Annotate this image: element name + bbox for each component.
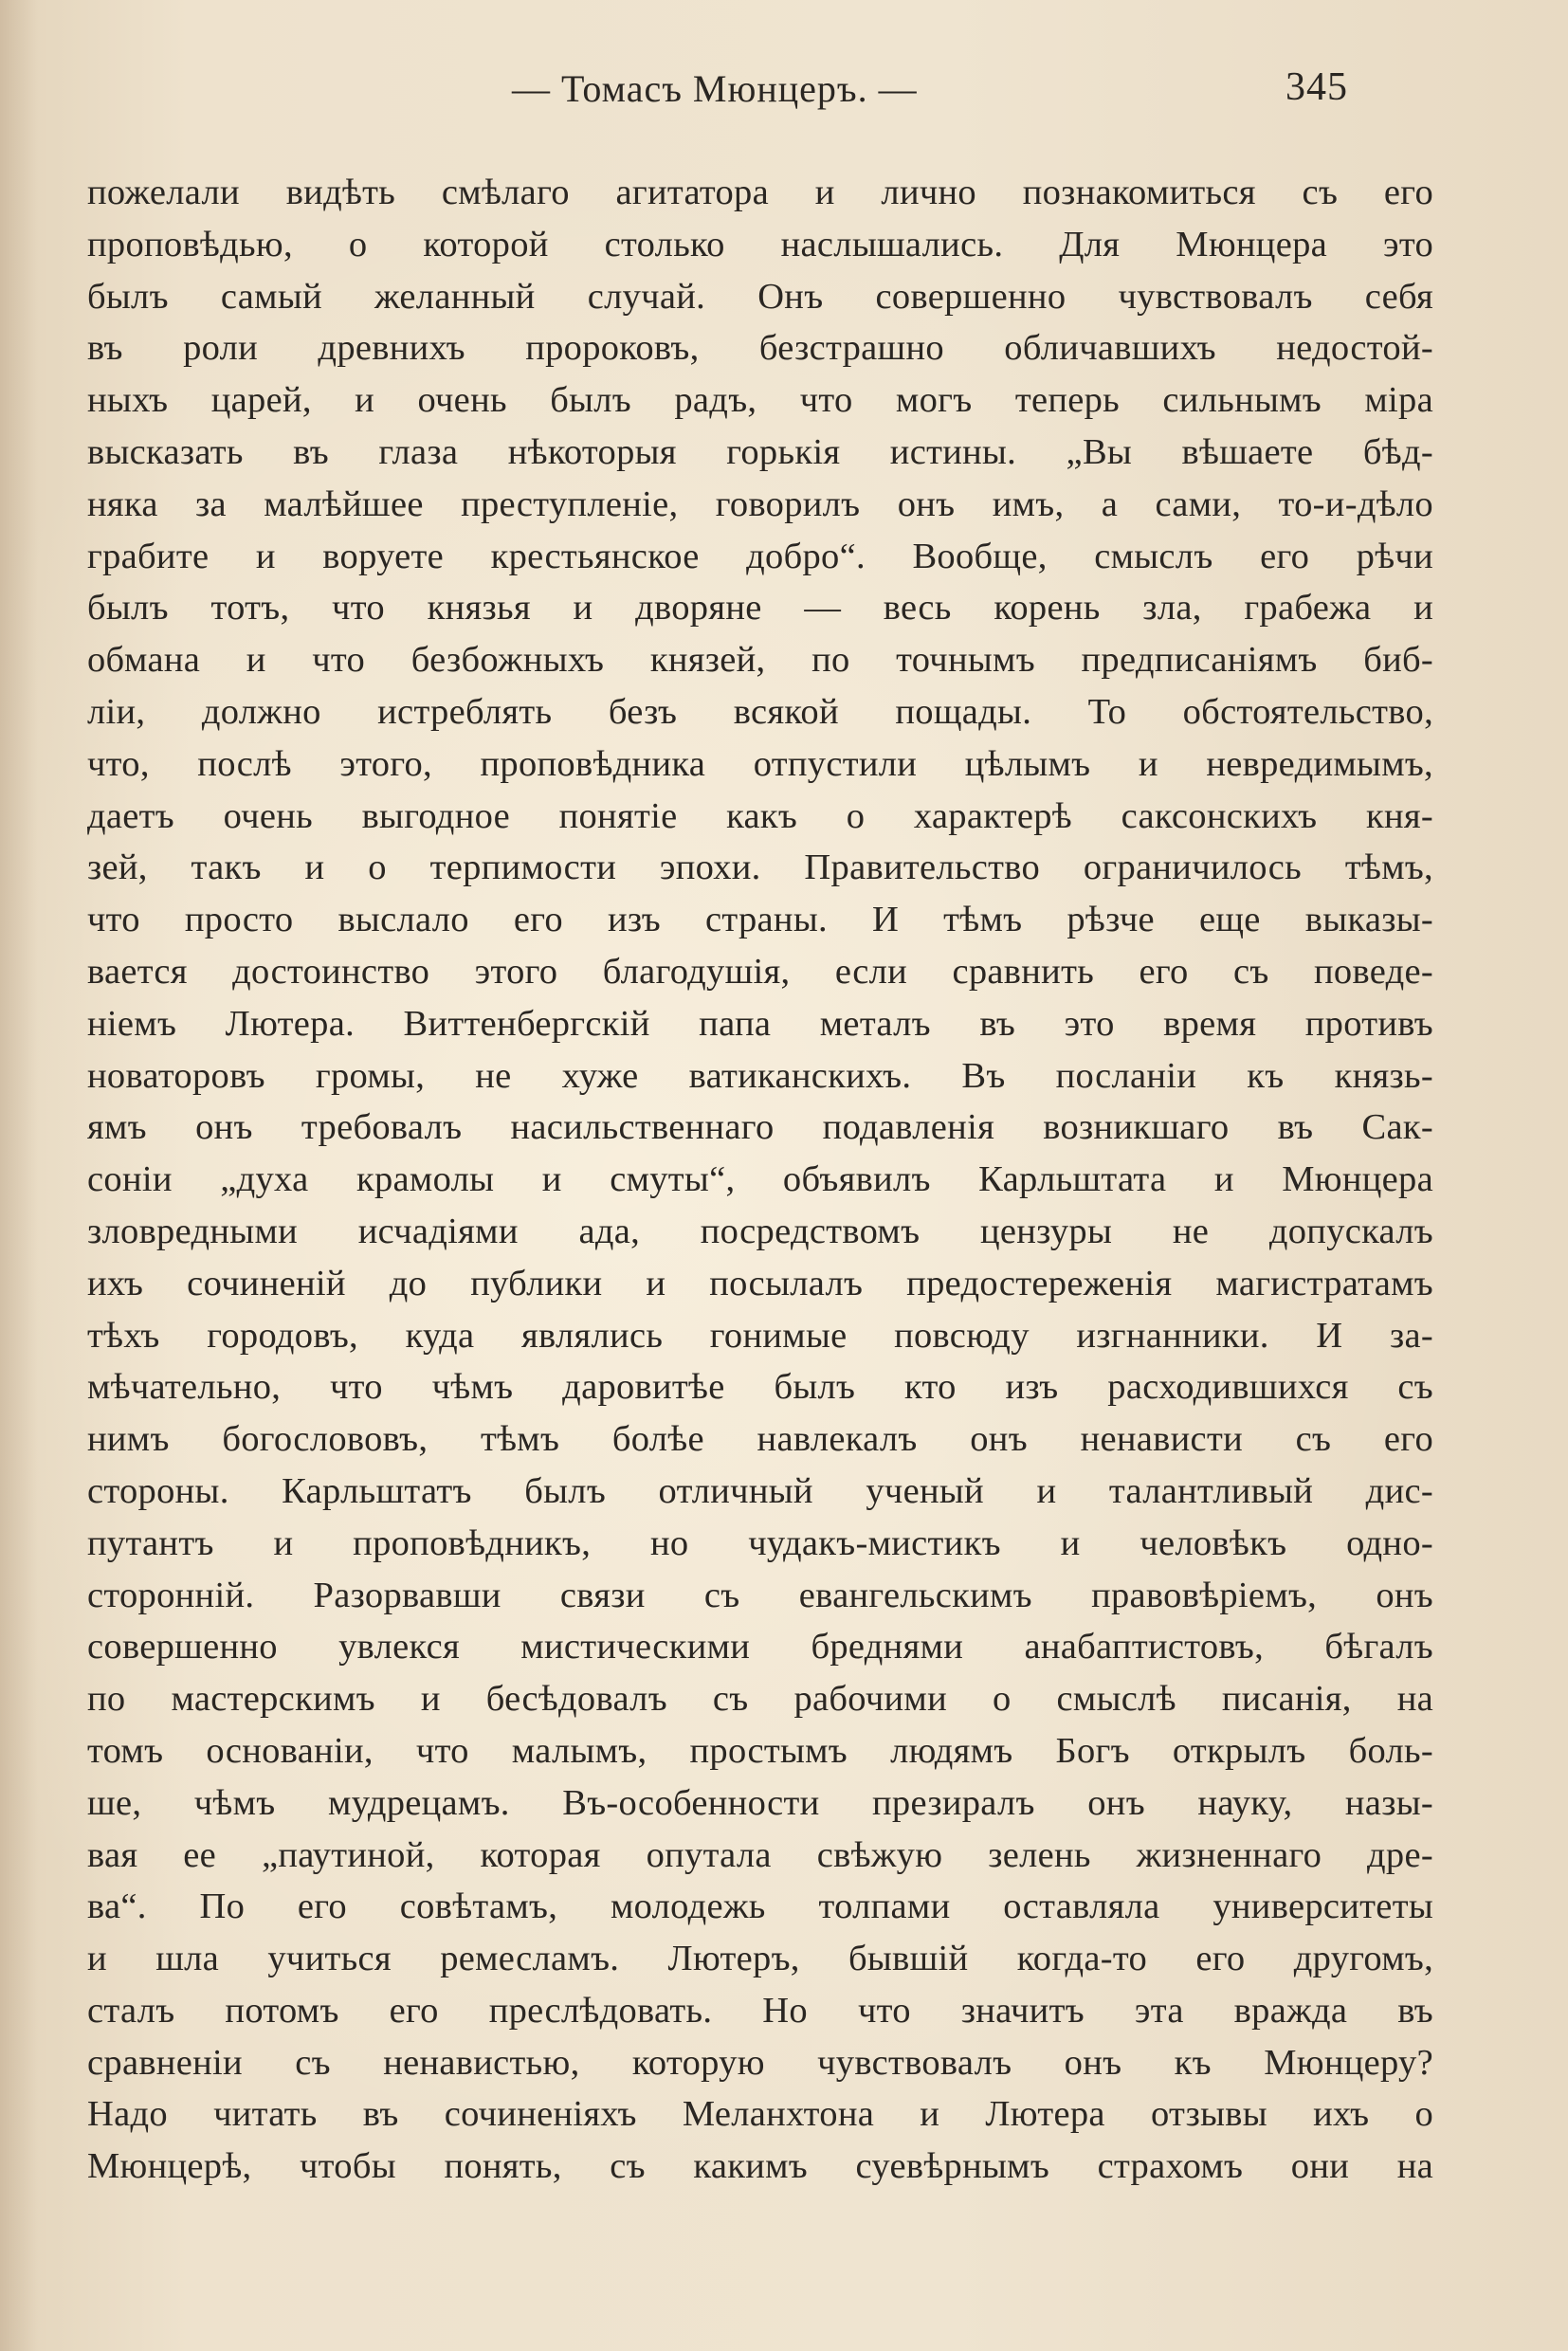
text-line: ліи, должно истреблять безъ всякой пощады. То обстоятельство, xyxy=(87,691,1433,732)
text-line: пожелали видѣть смѣлаго агитатора и лично познакомиться съ его xyxy=(87,173,1433,212)
text-line: томъ основаніи, что малымъ, простымъ людямъ Богъ открылъ боль- xyxy=(87,1730,1433,1771)
text-line: проповѣдью, о которой столько наслышались. Для Мюнцера это xyxy=(87,224,1433,264)
text-line: ва“. По его совѣтамъ, молодежь толпами оставляла университеты xyxy=(87,1886,1433,1927)
text-line: сталъ потомъ его преслѣдовать. Но что значитъ эта вражда въ xyxy=(87,1990,1433,2031)
text-line: былъ тотъ, что князья и дворяне — весь корень зла, грабежа и xyxy=(87,588,1433,629)
text-line: сторонній. Разорвавши связи съ евангельскимъ правовѣріемъ, онъ xyxy=(87,1575,1433,1615)
text-line: ямъ онъ требовалъ насильственнаго подавленія возникшаго въ Сак- xyxy=(87,1107,1433,1148)
text-line: нимъ богослововъ, тѣмъ болѣе навлекалъ онъ ненависти съ его xyxy=(87,1419,1433,1460)
text-line: обмана и что безбожныхъ князей, по точнымъ предписаніямъ биб- xyxy=(87,640,1433,681)
text-line: даетъ очень выгодное понятіе какъ о характерѣ саксонскихъ кня- xyxy=(87,795,1433,836)
text-line: Надо читать въ сочиненіяхъ Меланхтона и Лютера отзывы ихъ о xyxy=(87,2094,1433,2135)
text-line: совершенно увлекся мистическими бреднями анабаптистовъ, бѣгалъ xyxy=(87,1627,1433,1668)
text-line: и шла учиться ремесламъ. Лютеръ, бывшій когда-то его другомъ, xyxy=(87,1939,1433,1979)
text-line: вается достоинство этого благодушія, если сравнить его съ поведе- xyxy=(87,951,1433,992)
text-line: тѣхъ городовъ, куда являлись гонимые повсюду изгнанники. И за- xyxy=(87,1315,1433,1356)
text-line: вая ее „паутиной, которая опутала свѣжую зелень жизненнаго дре- xyxy=(87,1834,1433,1875)
text-line: по мастерскимъ и бесѣдовалъ съ рабочими о смыслѣ писанія, на xyxy=(87,1679,1433,1720)
page-number: 345 xyxy=(1285,65,1348,109)
text-line: зловредными исчадіями ада, посредствомъ цензуры не допускалъ xyxy=(87,1211,1433,1251)
text-line: новаторовъ громы, не хуже ватиканскихъ. Въ посланіи къ князь- xyxy=(87,1055,1433,1096)
text-line: что просто выслало его изъ страны. И тѣмъ рѣзче еще выказы- xyxy=(87,900,1433,940)
text-line: въ роли древнихъ пророковъ, безстрашно обличавшихъ недостой- xyxy=(87,328,1433,369)
text-line: Мюнцерѣ, чтобы понять, съ какимъ суевѣрнымъ страхомъ они на xyxy=(87,2146,1433,2187)
text-line: зей, такъ и о терпимости эпохи. Правительство ограничилось тѣмъ, xyxy=(87,847,1433,888)
text-line: былъ самый желанный случай. Онъ совершенно чувствовалъ себя xyxy=(87,276,1433,317)
text-line: ныхъ царей, и очень былъ радъ, что могъ теперь сильнымъ міра xyxy=(87,380,1433,421)
body-text xyxy=(87,167,1433,2193)
text-line: что, послѣ этого, проповѣдника отпустили цѣлымъ и невредимымъ, xyxy=(87,743,1433,784)
text-line: грабите и воруете крестьянское добро“. Вообще, смыслъ его рѣчи xyxy=(87,536,1433,576)
running-title: — Томасъ Мюнцеръ. — xyxy=(512,67,918,110)
text-line: высказать въ глаза нѣкоторыя горькія истины. „Вы вѣшаете бѣд- xyxy=(87,431,1433,472)
text-line: мѣчательно, что чѣмъ даровитѣе былъ кто изъ расходившихся съ xyxy=(87,1367,1433,1408)
text-line: ше, чѣмъ мудрецамъ. Въ-особенности презиралъ онъ науку, назы- xyxy=(87,1782,1433,1823)
text-line: сравненіи съ ненавистью, которую чувствовалъ онъ къ Мюнцеру? xyxy=(87,2042,1433,2083)
text-line: соніи „духа крамолы и смуты“, объявилъ Карльштата и Мюнцера xyxy=(87,1159,1433,1200)
text-line: ніемъ Лютера. Виттенбергскій папа металъ въ это время противъ xyxy=(87,1003,1433,1044)
text-line: путантъ и проповѣдникъ, но чудакъ-мистикъ и человѣкъ одно- xyxy=(87,1522,1433,1563)
text-line: ихъ сочиненій до публики и посылалъ предостереженія магистратамъ xyxy=(87,1263,1433,1303)
page-gutter-shadow xyxy=(0,0,38,2351)
text-line: няка за малѣйшее преступленіе, говорилъ онъ имъ, а сами, то-и-дѣло xyxy=(87,483,1433,524)
running-header xyxy=(0,59,1568,125)
text-line: стороны. Карльштатъ былъ отличный ученый и талантливый дис- xyxy=(87,1470,1433,1511)
